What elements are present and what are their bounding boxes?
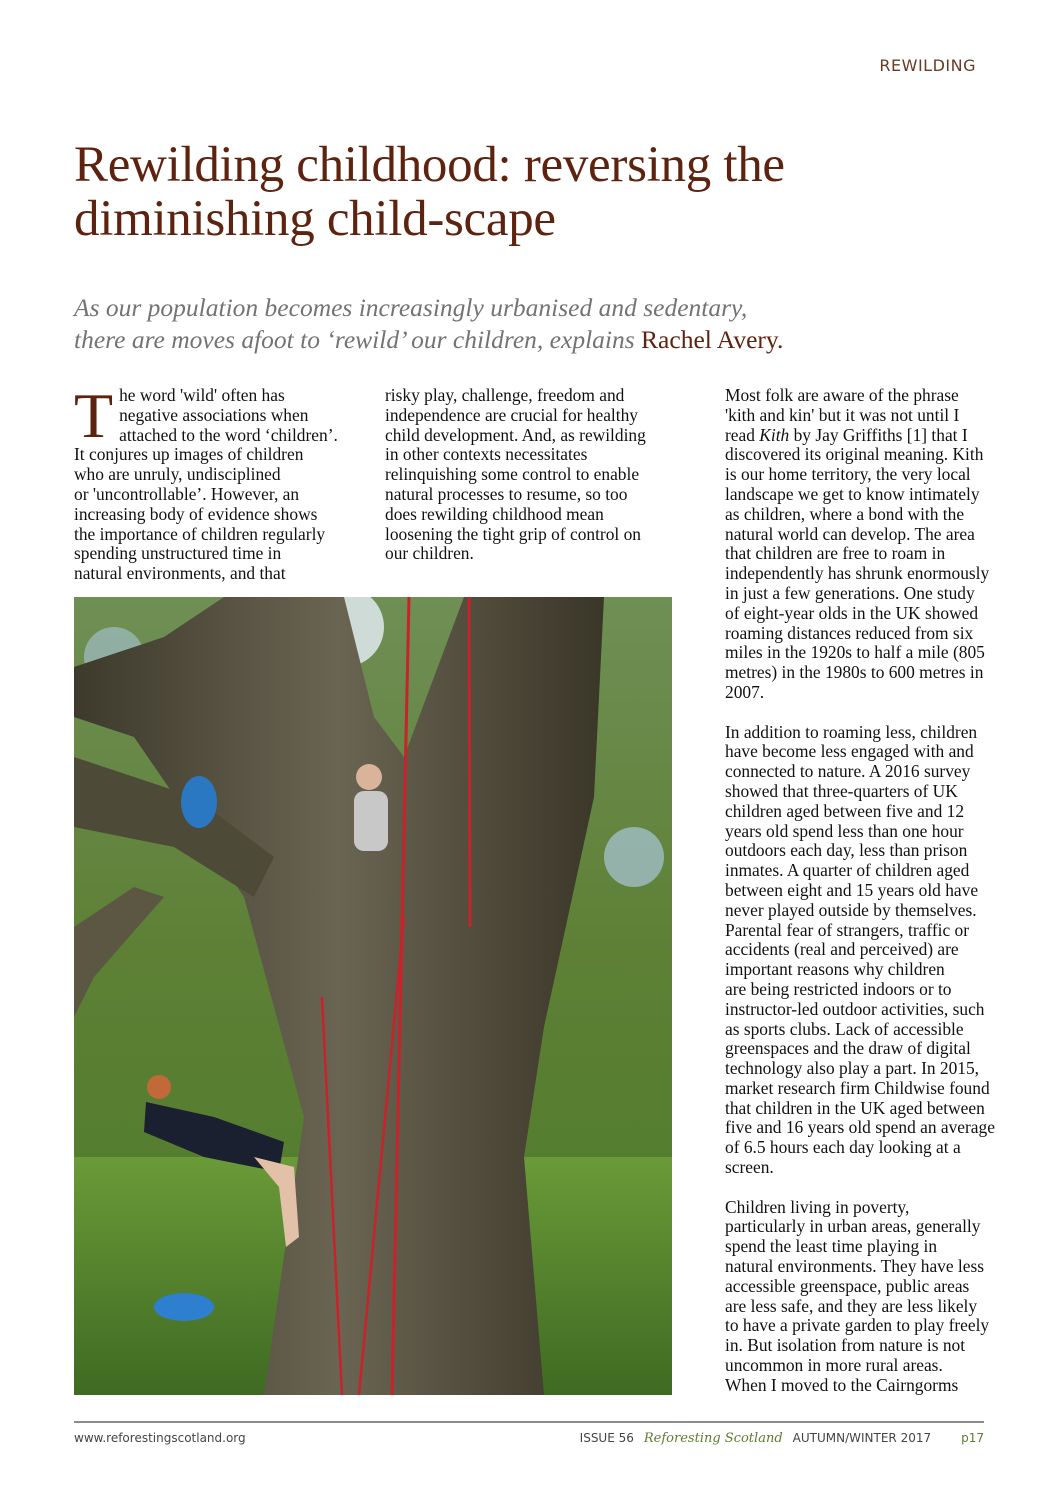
text-line: have become less engaged with and [725,741,974,762]
text-line: are less safe, and they are less likely [725,1295,978,1316]
text-line: It conjures up images of children [74,444,304,465]
text-line: natural world can develop. The area [725,523,975,544]
book-title: Kith [759,424,790,445]
drop-cap: T [74,380,114,451]
text-line: independently has shrunk enormously [725,563,990,584]
text-fragment: by Jay Griffiths [1] that I [789,424,968,445]
text-line: natural processes to resume, so too [385,483,628,504]
title-line: diminishing child-scape [74,191,556,247]
text-line: metres) in the 1980s to 600 metres in [725,662,984,683]
text-line: as children, where a bond with the [725,503,965,524]
text-line: never played outside by themselves. [725,899,977,920]
body-column-1 [74,380,374,584]
text-line: miles in the 1920s to half a mile (805 [725,642,985,663]
text-line: outdoors each day, less than prison [725,840,968,861]
publication-logo: Reforesting Scotland [643,1431,783,1446]
text-line: to have a private garden to play freely [725,1315,990,1336]
paragraph [725,723,995,1178]
blue-cloth [181,776,217,828]
text-line: important reasons why children [725,959,945,980]
page-number: p17 [961,1431,984,1445]
text-line: increasing body of evidence shows [74,503,318,524]
section-tag: REWILDING [879,56,976,75]
text-line: market research firm Childwise found [725,1077,990,1098]
text-line: particularly in urban areas, generally [725,1216,981,1237]
standfirst-line [74,324,974,356]
text-line: years old spend less than one hour [725,820,964,841]
issue-season: AUTUMN/WINTER 2017 [792,1431,932,1445]
text-line: is our home territory, the very local [725,464,971,485]
text-line: children aged between five and 12 [725,800,965,821]
footer-publication-info [580,1431,984,1446]
text-line: of 6.5 hours each day looking at a [725,1137,961,1158]
text-line: Most folk are aware of the phrase [725,385,959,405]
text-line: between eight and 15 years old have [725,879,979,900]
text-line: Parental fear of strangers, traffic or [725,919,969,940]
text-line: inmates. A quarter of children aged [725,860,970,881]
text-line: loosening the tight grip of control on [385,523,641,544]
sky-patch [604,827,664,887]
text-line: instructor-led outdoor activities, such [725,998,985,1019]
title-line: Rewilding childhood: reversing the [74,137,785,193]
paragraph [725,1198,995,1396]
text-line: or 'uncontrollable’. However, an [74,483,300,504]
text-line: uncommon in more rural areas. [725,1355,943,1376]
paragraph [74,380,374,584]
child-body [354,791,388,851]
text-line: attached to the word ‘children’. [119,424,338,445]
text-line: greenspaces and the draw of digital [725,1038,971,1059]
text-line: connected to nature. A 2016 survey [725,761,971,782]
text-line: In addition to roaming less, children [725,721,978,742]
text-line: showed that three-quarters of UK [725,780,958,801]
text-line: natural environments, and that [74,563,286,584]
article-photo [74,597,672,1395]
text-line: natural environments. They have less [725,1256,985,1277]
text-line: When I moved to the Cairngorms [725,1374,959,1395]
text-line: in just a few generations. One study [725,582,975,603]
body-column-2 [385,386,685,564]
text-line: relinquishing some control to enable [385,464,640,485]
text-line [725,426,995,446]
text-line: technology also play a part. In 2015, [725,1058,980,1079]
text-line: as sports clubs. Lack of accessible [725,1018,964,1039]
standfirst-line: As our population becomes increasingly urbanised and sedentary, [74,293,748,322]
text-line: independence are crucial for healthy [385,404,638,425]
footer-rule [74,1421,984,1423]
text-line: the importance of children regularly [74,523,326,544]
child-head [356,764,382,790]
text-line: accidents (real and perceived) are [725,939,959,960]
text-line: who are unruly, undisciplined [74,464,281,485]
standfirst-text: there are moves afoot to ‘rewild’ our children, explains [74,325,642,354]
text-line: he word 'wild' often has [119,385,285,405]
author-name: Rachel Avery [641,325,777,354]
text-line: accessible greenspace, public areas [725,1275,970,1296]
text-line: that children are free to roam in [725,543,946,564]
photo-illustration [74,597,672,1395]
text-line: of eight-year olds in the UK showed [725,602,979,623]
text-line: spending unstructured time in [74,543,282,564]
text-line: does rewilding childhood mean [385,503,604,524]
text-line: discovered its original meaning. Kith [725,444,984,465]
text-line: child development. And, as rewilding [385,424,646,445]
text-line: risky play, challenge, freedom and [385,385,625,405]
text-line: 2007. [725,681,765,702]
text-line: landscape we get to know intimately [725,483,980,504]
blue-bag [154,1293,214,1321]
red-rope [469,597,470,927]
issue-number: ISSUE 56 [579,1431,634,1445]
paragraph [725,386,995,703]
text-line: are being restricted indoors or to [725,978,952,999]
standfirst [74,292,974,356]
article-title [74,138,994,246]
paragraph [385,386,685,564]
standfirst-end: . [777,325,784,354]
text-line: five and 16 years old spend an average [725,1117,995,1138]
text-line: in. But isolation from nature is not [725,1335,966,1356]
text-line: that children in the UK aged between [725,1097,985,1118]
child-head [147,1075,171,1099]
text-line: roaming distances reduced from six [725,622,974,643]
text-line: Children living in poverty, [725,1196,910,1217]
text-line: in other contexts necessitates [385,444,588,465]
footer-url: www.reforestingscotland.org [74,1431,246,1445]
text-line: 'kith and kin' but it was not until I [725,404,960,425]
text-line: negative associations when [119,404,309,425]
text-fragment: read [725,424,760,445]
text-line: screen. [725,1157,774,1178]
text-line: our children. [385,543,474,564]
body-column-3 [725,386,995,1396]
text-line: spend the least time playing in [725,1236,938,1257]
